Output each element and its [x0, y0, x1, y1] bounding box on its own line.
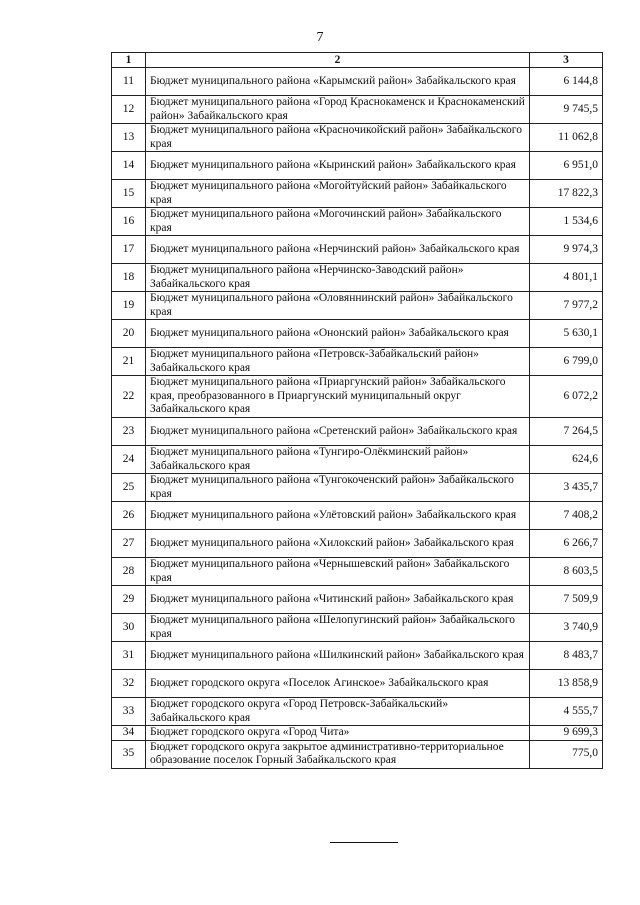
budget-amount: 6 144,8 — [530, 68, 603, 96]
budget-amount: 9 974,3 — [530, 236, 603, 264]
table-row — [112, 614, 603, 642]
row-number: 23 — [112, 418, 146, 446]
footer-divider — [330, 842, 398, 843]
budget-amount: 1 534,6 — [530, 208, 603, 236]
table-row — [112, 292, 603, 320]
budget-name: Бюджет муниципального района «Карымский район» Забайкальского края — [146, 68, 530, 96]
table-row — [112, 180, 603, 208]
budget-name: Бюджет муниципального района «Шелопугинский район» Забайкальского края — [146, 614, 530, 642]
budget-name: Бюджет муниципального района «Хилокский район» Забайкальского края — [146, 530, 530, 558]
budget-amount: 3 740,9 — [530, 614, 603, 642]
row-number: 30 — [112, 614, 146, 642]
header-col-value: 3 — [530, 53, 603, 68]
budget-amount: 775,0 — [530, 740, 603, 768]
budget-name: Бюджет муниципального района «Город Краснокаменск и Краснокаменский район» Забайкальского края — [146, 96, 530, 124]
row-number: 31 — [112, 642, 146, 670]
budget-amount: 624,6 — [530, 446, 603, 474]
budget-amount: 4 555,7 — [530, 698, 603, 726]
row-number: 32 — [112, 670, 146, 698]
table-row — [112, 376, 603, 418]
table-row — [112, 348, 603, 376]
budget-name: Бюджет муниципального района «Улётовский район» Забайкальского края — [146, 502, 530, 530]
budget-name: Бюджет городского округа «Город Петровск-Забайкальский» Забайкальского края — [146, 698, 530, 726]
table-row — [112, 418, 603, 446]
budget-name: Бюджет городского округа «Город Чита» — [146, 726, 530, 741]
row-number: 26 — [112, 502, 146, 530]
row-number: 34 — [112, 726, 146, 741]
budget-amount: 13 858,9 — [530, 670, 603, 698]
row-number: 16 — [112, 208, 146, 236]
budget-name: Бюджет муниципального района «Ононский район» Забайкальского края — [146, 320, 530, 348]
budget-name: Бюджет муниципального района «Могочинский район» Забайкальского края — [146, 208, 530, 236]
page-number: 7 — [316, 30, 324, 45]
budget-name: Бюджет муниципального района «Тунгиро-Олёкминский район» Забайкальского края — [146, 446, 530, 474]
table-row — [112, 236, 603, 264]
budget-amount: 7 509,9 — [530, 586, 603, 614]
table-row — [112, 586, 603, 614]
budget-name: Бюджет муниципального района «Могойтуйский район» Забайкальского края — [146, 180, 530, 208]
row-number: 19 — [112, 292, 146, 320]
budget-name: Бюджет муниципального района «Чернышевский район» Забайкальского края — [146, 558, 530, 586]
row-number: 17 — [112, 236, 146, 264]
row-number: 28 — [112, 558, 146, 586]
table-row — [112, 642, 603, 670]
budget-amount: 7 264,5 — [530, 418, 603, 446]
budget-table — [111, 52, 603, 769]
row-number: 33 — [112, 698, 146, 726]
table-row — [112, 68, 603, 96]
budget-amount: 9 699,3 — [530, 726, 603, 741]
table-row — [112, 208, 603, 236]
row-number: 25 — [112, 474, 146, 502]
table-row — [112, 740, 603, 768]
table-row — [112, 530, 603, 558]
budget-name: Бюджет муниципального района «Сретенский район» Забайкальского края — [146, 418, 530, 446]
table-row — [112, 474, 603, 502]
table-row — [112, 502, 603, 530]
budget-amount: 9 745,5 — [530, 96, 603, 124]
row-number: 35 — [112, 740, 146, 768]
budget-name: Бюджет муниципального района «Тунгокоченский район» Забайкальского края — [146, 474, 530, 502]
budget-name: Бюджет муниципального района «Шилкинский район» Забайкальского края — [146, 642, 530, 670]
budget-name: Бюджет муниципального района «Приаргунский район» Забайкальского края, преобразованного в Приаргунский муниципальный округ Забайкальского края — [146, 376, 530, 418]
table-row — [112, 124, 603, 152]
budget-name: Бюджет муниципального района «Читинский район» Забайкальского края — [146, 586, 530, 614]
budget-amount: 7 408,2 — [530, 502, 603, 530]
row-number: 18 — [112, 264, 146, 292]
table-row — [112, 152, 603, 180]
row-number: 29 — [112, 586, 146, 614]
table-row — [112, 558, 603, 586]
row-number: 21 — [112, 348, 146, 376]
table-row — [112, 446, 603, 474]
row-number: 24 — [112, 446, 146, 474]
budget-amount: 8 483,7 — [530, 642, 603, 670]
table-row — [112, 320, 603, 348]
budget-amount: 6 951,0 — [530, 152, 603, 180]
budget-name: Бюджет муниципального района «Кыринский район» Забайкальского края — [146, 152, 530, 180]
row-number: 15 — [112, 180, 146, 208]
budget-name: Бюджет муниципального района «Оловяннинский район» Забайкальского края — [146, 292, 530, 320]
budget-name: Бюджет муниципального района «Нерчинский район» Забайкальского края — [146, 236, 530, 264]
budget-amount: 4 801,1 — [530, 264, 603, 292]
budget-name: Бюджет городского округа закрытое административно-территориальное образование поселок Горный Забайкальского края — [146, 740, 530, 768]
row-number: 22 — [112, 376, 146, 418]
budget-amount: 3 435,7 — [530, 474, 603, 502]
row-number: 14 — [112, 152, 146, 180]
row-number: 27 — [112, 530, 146, 558]
budget-amount: 8 603,5 — [530, 558, 603, 586]
budget-amount: 17 822,3 — [530, 180, 603, 208]
row-number: 13 — [112, 124, 146, 152]
table-row — [112, 96, 603, 124]
budget-amount: 6 799,0 — [530, 348, 603, 376]
row-number: 11 — [112, 68, 146, 96]
header-col-number: 1 — [112, 53, 146, 68]
table-row — [112, 670, 603, 698]
table-row — [112, 726, 603, 741]
table-row — [112, 264, 603, 292]
budget-amount: 6 266,7 — [530, 530, 603, 558]
table-header-row — [112, 53, 603, 68]
budget-name: Бюджет муниципального района «Петровск-Забайкальский район» Забайкальского края — [146, 348, 530, 376]
budget-amount: 11 062,8 — [530, 124, 603, 152]
budget-amount: 7 977,2 — [530, 292, 603, 320]
table-body — [112, 68, 603, 769]
budget-amount: 6 072,2 — [530, 376, 603, 418]
budget-name: Бюджет муниципального района «Красночикойский район» Забайкальского края — [146, 124, 530, 152]
budget-name: Бюджет муниципального района «Нерчинско-Заводский район» Забайкальского края — [146, 264, 530, 292]
header-col-name: 2 — [146, 53, 530, 68]
table-row — [112, 698, 603, 726]
row-number: 20 — [112, 320, 146, 348]
budget-name: Бюджет городского округа «Поселок Агинское» Забайкальского края — [146, 670, 530, 698]
row-number: 12 — [112, 96, 146, 124]
budget-amount: 5 630,1 — [530, 320, 603, 348]
